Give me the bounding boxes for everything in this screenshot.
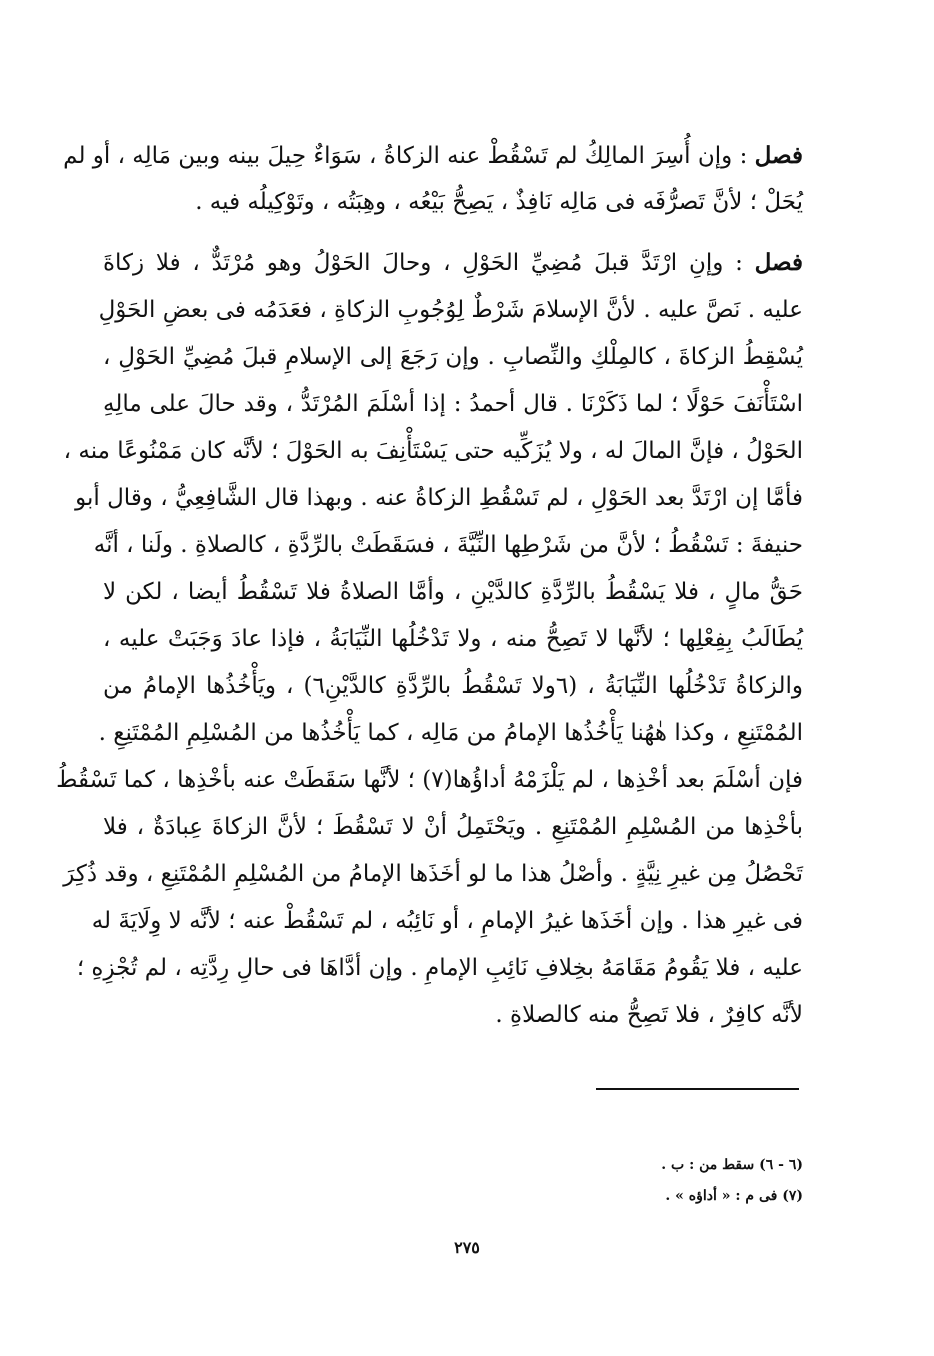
paragraph-2-line: يُسْقِطُ الزكاةَ ، كالمِلْكِ والنِّصابِ . وإن رَجَعَ إلى الإسلامِ قبلَ مُضِيِّ الحَوْلِ ، <box>103 344 803 370</box>
paragraph-2-line-1-text: : وإنِ ارْتَدَّ قبلَ مُضِيِّ الحَوْلِ ، وحالَ الحَوْلُ وهو مُرْتَدٌّ ، فلا زكاةَ <box>103 250 755 276</box>
paragraph-1-line-1-text: : وإن أُسِرَ المالِكُ لم تَسْقُطْ عنه الزكاةُ ، سَوَاءٌ حِيلَ بينه وبين مَالِه ، أو لم <box>63 143 755 169</box>
paragraph-2-line: فى غيرِ هذا . وإن أخَذَها غيرُ الإمامِ ، أو نَائِبُه ، لم تَسْقُطْ عنه ؛ لأنَّه لا وِلَايَةَ له <box>91 908 803 934</box>
paragraph-2-line: الحَوْلُ ، فإنَّ المالَ له ، ولا يُزَكِّيه حتى يَسْتَأْنِفَ به الحَوْلَ ؛ لأنَّه كان مَمْنُوعًا منه ، <box>63 438 803 464</box>
paragraph-2-line: لأنَّه كافِرٌ ، فلا تَصِحُّ منه كالصلاةِ . <box>495 1002 803 1028</box>
paragraph-2-line: اسْتَأْنَفَ حَوْلًا ؛ لما ذَكَرْنَا . قال أحمدُ : إذا أسْلَمَ المُرْتَدُّ ، وقد حالَ على مالِهِ <box>103 391 803 417</box>
paragraph-2-line-1 <box>103 240 803 286</box>
paragraph-2-line: والزكاةُ تَدْخُلُها النِّيَابَةُ ، (٦ولا تَسْقُطُ بالرِّدَّةِ كالدَّيْنِ٦) ، ويَأْخُذُها الإمامُ من <box>103 673 803 699</box>
section-heading-fasl-2: فصل <box>754 249 803 276</box>
footnote-divider <box>596 1088 799 1090</box>
paragraph-2-line: عليه . نَصَّ عليه . لأنَّ الإسلامَ شَرْطٌ لِوُجُوبِ الزكاةِ ، فعَدَمُه فى بعضِ الحَوْلِ <box>98 297 803 323</box>
paragraph-2-line: تَحْصُلُ مِن غيرِ نِيَّةٍ . وأصْلُ هذا ما لو أخَذَها الإمامُ من المُسْلِمِ المُمْتَنِعِ ، وقد ذُكِرَ <box>63 861 803 887</box>
paragraph-2-line: المُمْتَنِعِ ، وكذا هٰهُنا يَأْخُذُها الإمامُ من مَالِه ، كما يَأْخُذُها من المُسْلِمِ المُمْتَنِعِ . <box>98 720 803 746</box>
paragraph-2-line: يُطَالَبُ بِفِعْلِها ؛ لأنَّها لا تَصِحُّ منه ، ولا تَدْخُلُها النِّيَابَةُ ، فإذا عادَ وَجَبَتْ عليه ، <box>103 626 803 652</box>
paragraph-2-line: عليه ، فلا يَقُومُ مَقَامَهُ بخِلافِ نَائِبِ الإمامِ . وإن أدَّاهَا فى حالِ رِدَّتِه ، لم تُجْزِهِ ؛ <box>76 955 803 981</box>
paragraph-2-line: حَقُّ مالٍ ، فلا يَسْقُطُ بالرِّدَّةِ كالدَّيْنِ ، وأمَّا الصلاةُ فلا تَسْقُطُ أيضا ، لكن لا <box>103 579 803 605</box>
paragraph-1-line-2: يُحَلْ ؛ لأنَّ تَصرُّفَه فى مَالِه نَافِذٌ ، يَصِحُّ بَيْعُه ، وهِبَتُه ، وتَوْكِيلُه فيه . <box>195 189 803 215</box>
footnote-6: (٦ - ٦) سقط من : ب . <box>661 1157 803 1173</box>
paragraph-2-line: فإن أسْلَمَ بعد أخْذِها ، لم يَلْزَمْهُ أداؤُها(٧) ؛ لأنَّها سَقَطَتْ عنه بأخْذِها ، كما تَسْقُطُ <box>56 767 803 793</box>
paragraph-2-line: فأمَّا إن ارْتَدَّ بعد الحَوْلِ ، لم تَسْقُطِ الزكاةُ عنه . وبهذا قال الشَّافِعِيُّ ، وقال أبو <box>75 485 803 511</box>
section-heading-fasl-1: فصل <box>754 142 803 169</box>
paragraph-2-line: حنيفةَ : تَسْقُطُ ؛ لأنَّ من شَرْطِها النِّيَّةَ ، فسَقَطَتْ بالرِّدَّةِ ، كالصلاةِ . ولَنا ، أنَّه <box>93 532 803 558</box>
footnote-7: (٧) فى م : « أداؤه » . <box>665 1188 803 1204</box>
paragraph-1-line-1 <box>63 133 803 179</box>
page-number: ٢٧٥ <box>454 1238 480 1257</box>
paragraph-2-line: بأخْذِها من المُسْلِمِ المُمْتَنِعِ . ويَحْتَمِلُ أنْ لا تَسْقُطَ ؛ لأنَّ الزكاةَ عِبادَةٌ ، فلا <box>103 814 803 840</box>
